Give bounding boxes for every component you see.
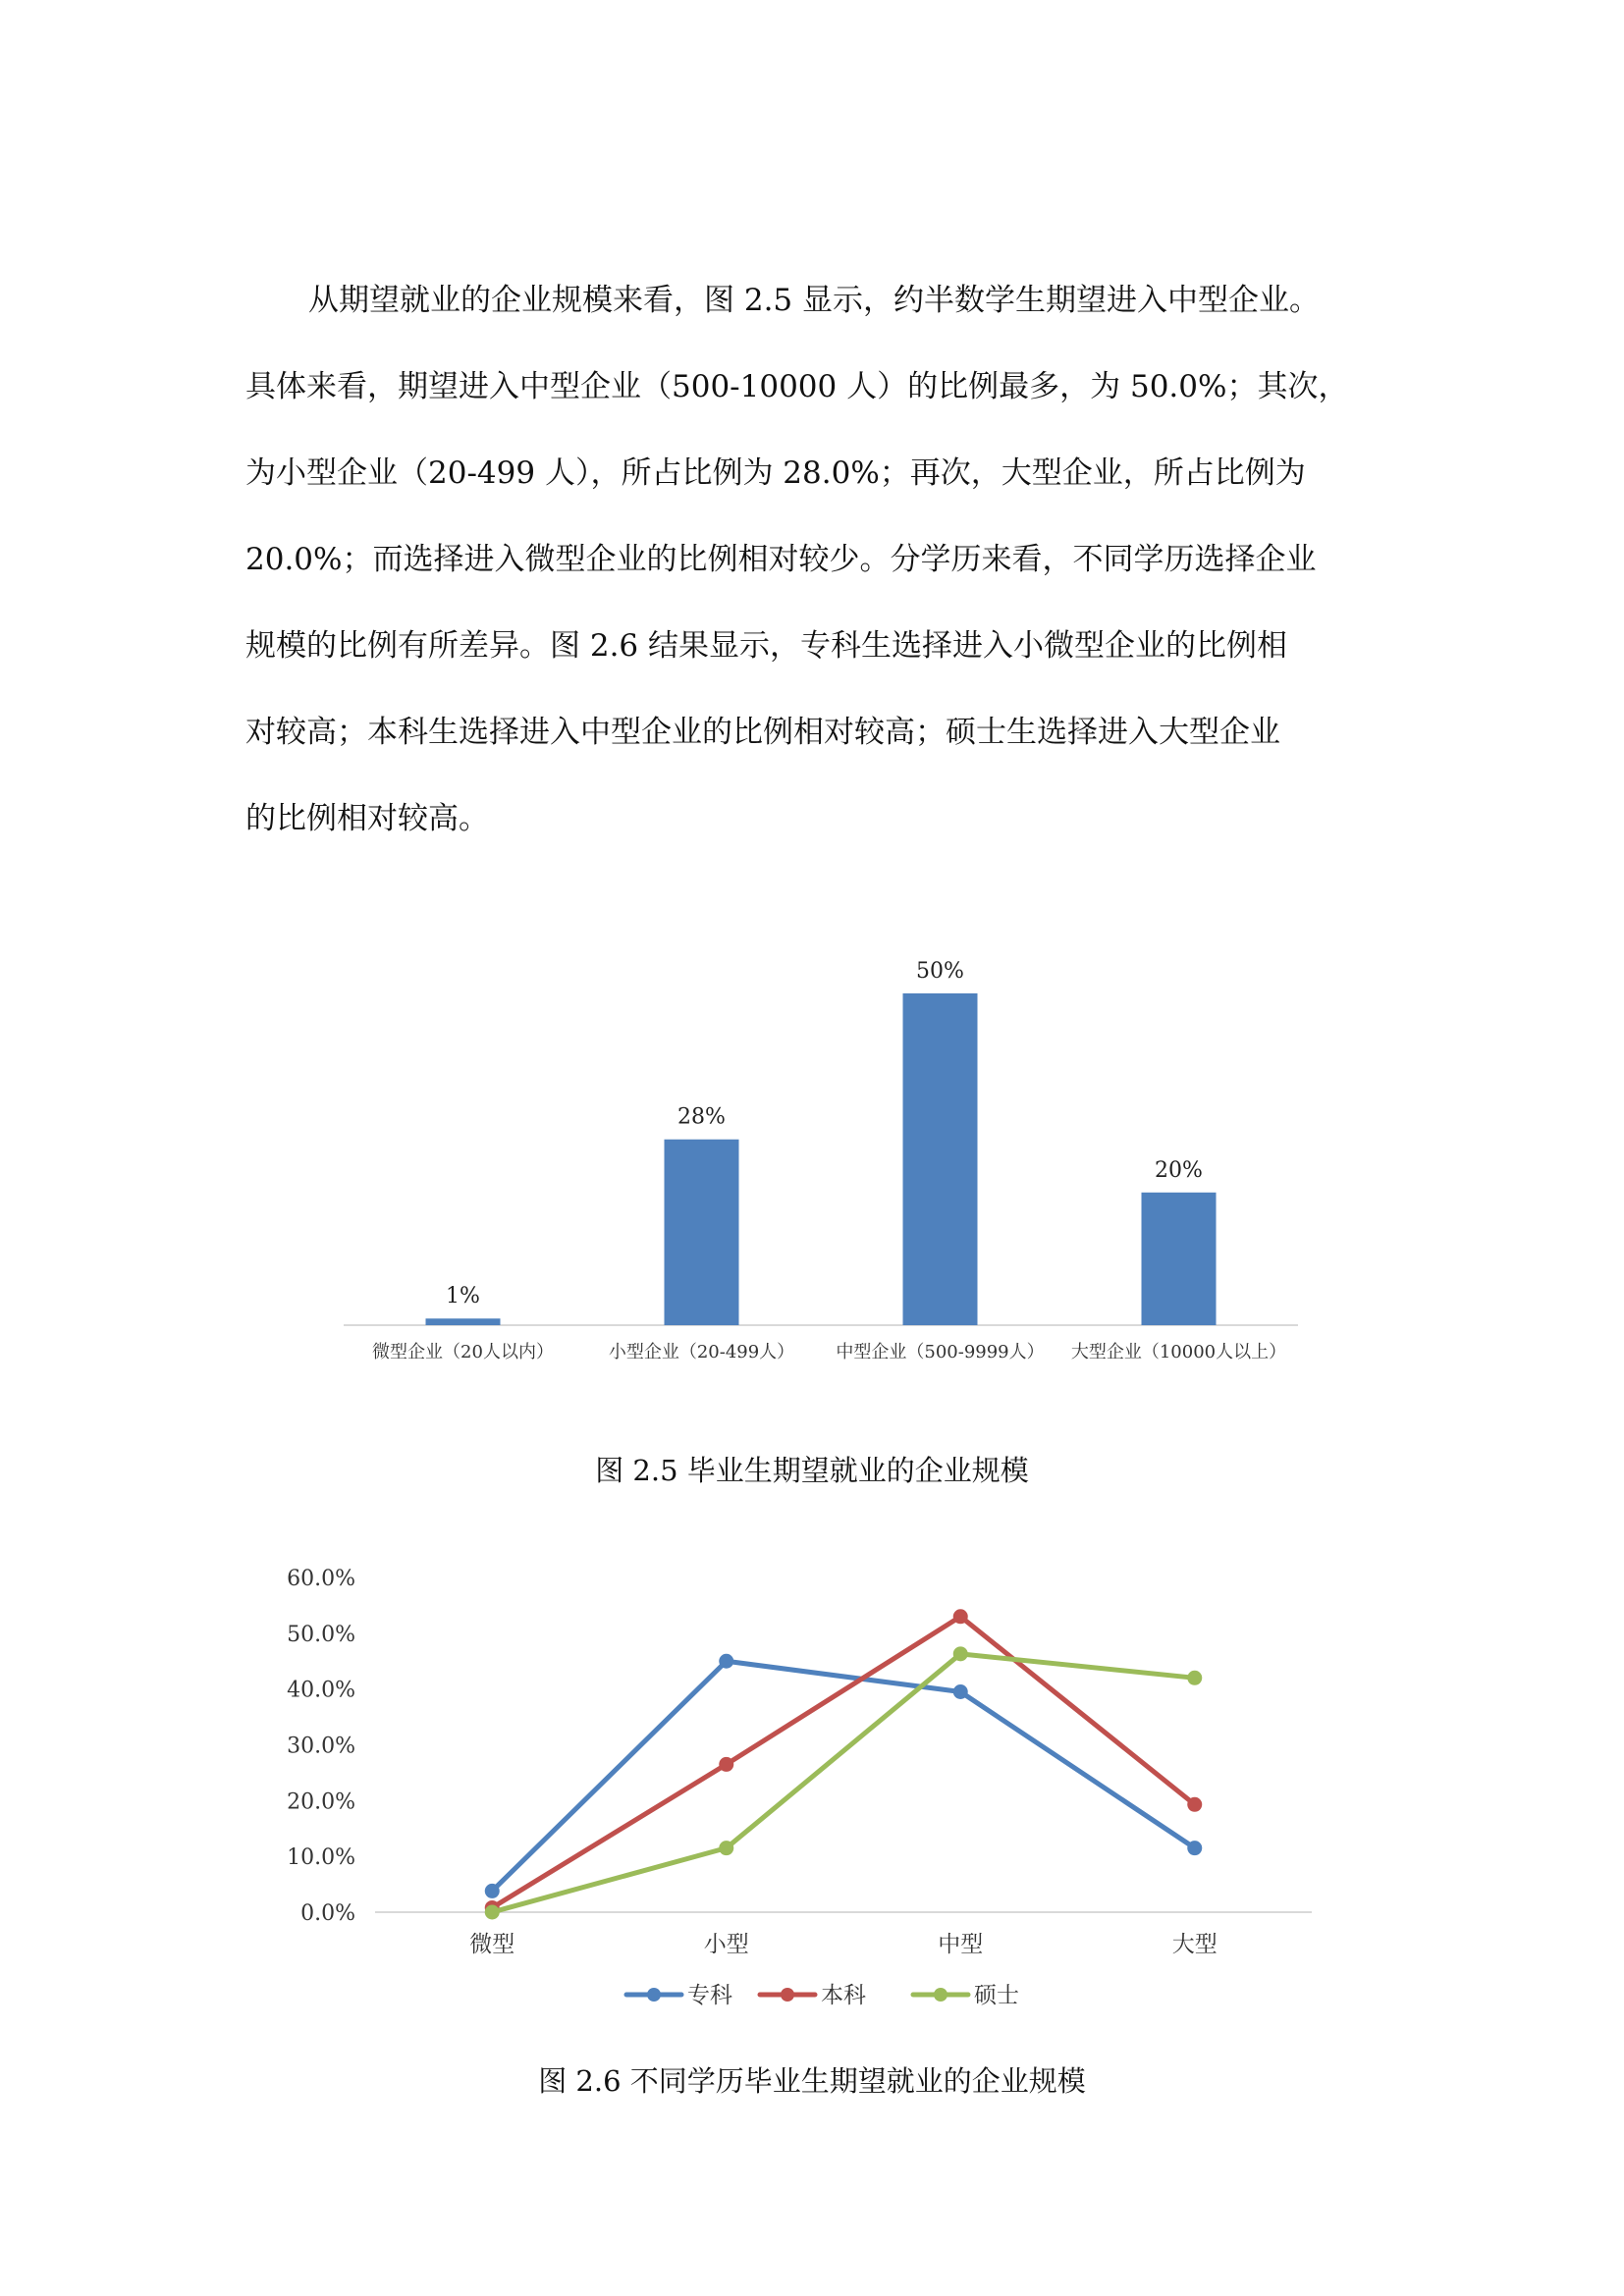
bar-data-label: 1% <box>446 1284 480 1309</box>
data-point <box>485 1905 500 1920</box>
data-point <box>485 1884 500 1898</box>
bar <box>665 1140 739 1325</box>
legend-label: 专科 <box>687 1983 732 2008</box>
data-point <box>1187 1797 1202 1812</box>
x-category-label: 中型 <box>938 1932 984 1957</box>
data-point <box>719 1757 733 1772</box>
legend-label: 本科 <box>821 1983 866 2008</box>
data-point <box>1187 1671 1202 1685</box>
data-point <box>719 1841 733 1855</box>
y-tick-label: 40.0% <box>287 1678 355 1703</box>
x-category-label: 微型 <box>469 1932 515 1957</box>
figure-2-5-caption: 图 2.5 毕业生期望就业的企业规模 <box>595 1454 1029 1487</box>
y-tick-label: 60.0% <box>287 1567 355 1591</box>
bar <box>426 1318 501 1325</box>
figure-2-6-caption: 图 2.6 不同学历毕业生期望就业的企业规模 <box>538 2064 1086 2098</box>
bar <box>1142 1193 1217 1325</box>
x-category-label: 小型 <box>703 1932 749 1957</box>
bar-data-label: 50% <box>916 959 964 984</box>
bar-category-label: 大型企业（10000人以上） <box>1070 1342 1287 1362</box>
body-paragraph <box>245 257 1375 862</box>
bar-category-label: 中型企业（500-9999人） <box>836 1342 1045 1362</box>
data-point <box>953 1684 968 1699</box>
bar-data-label: 28% <box>677 1104 726 1130</box>
data-point <box>953 1646 968 1661</box>
y-tick-label: 10.0% <box>287 1845 355 1871</box>
legend-marker <box>647 1988 661 2002</box>
y-tick-label: 0.0% <box>300 1901 355 1926</box>
line-chart <box>0 1536 1624 2037</box>
bar-data-label: 20% <box>1155 1157 1203 1183</box>
paragraph-line: 规模的比例有所差异。图 2.6 结果显示，专科生选择进入小微型企业的比例相 <box>245 628 1288 664</box>
bar-category-label: 微型企业（20人以内） <box>372 1342 554 1362</box>
data-point <box>953 1609 968 1624</box>
bar-chart <box>0 933 1624 1364</box>
bar-category-label: 小型企业（20-499人） <box>608 1342 795 1362</box>
paragraph-line: 20.0%；而选择进入微型企业的比例相对较少。分学历来看，不同学历选择企业 <box>245 542 1317 577</box>
legend-label: 硕士 <box>974 1983 1019 2008</box>
paragraph-line: 对较高；本科生选择进入中型企业的比例相对较高；硕士生选择进入大型企业 <box>245 715 1280 750</box>
y-tick-label: 20.0% <box>287 1789 355 1815</box>
series-line <box>492 1661 1195 1891</box>
paragraph-line: 具体来看，期望进入中型企业（500-10000 人）的比例最多，为 50.0%；其次， <box>245 369 1349 404</box>
legend-marker <box>781 1988 794 2002</box>
paragraph-line: 的比例相对较高。 <box>245 801 489 836</box>
legend-marker <box>934 1988 947 2002</box>
data-point <box>1187 1841 1202 1855</box>
series-line <box>492 1617 1195 1908</box>
x-category-label: 大型 <box>1171 1932 1218 1957</box>
y-tick-label: 50.0% <box>287 1622 355 1647</box>
bar <box>903 993 978 1325</box>
y-tick-label: 30.0% <box>287 1734 355 1759</box>
paragraph-line: 为小型企业（20-499 人），所占比例为 28.0%；再次，大型企业，所占比例为 <box>245 455 1306 491</box>
data-point <box>719 1654 733 1669</box>
paragraph-line: 从期望就业的企业规模来看，图 2.5 显示，约半数学生期望进入中型企业。 <box>308 283 1321 318</box>
